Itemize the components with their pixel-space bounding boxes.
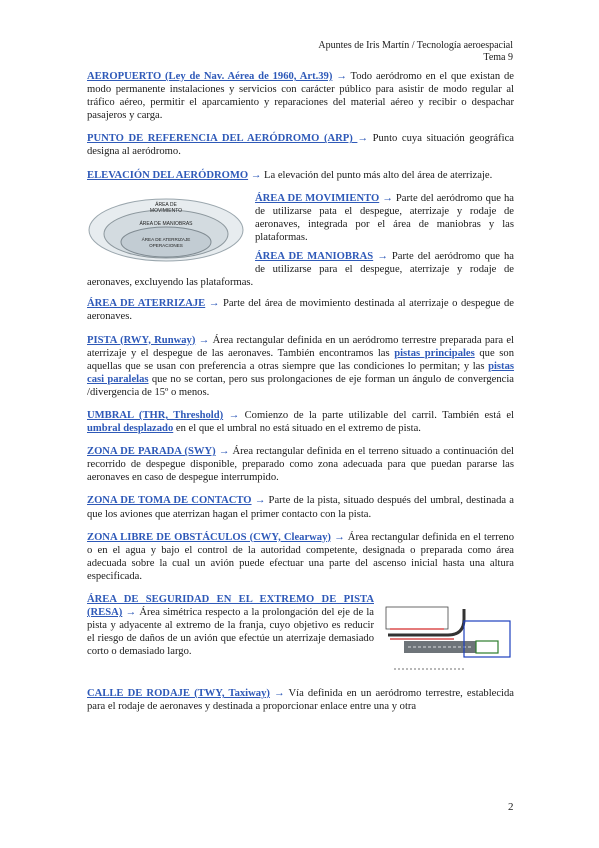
term-elevacion: ELEVACIÓN DEL AERÓDROMO (87, 169, 249, 181)
header-line-1: Apuntes de Iris Martín / Tecnología aeroespacial (318, 40, 513, 51)
diagram-label-movimiento-2: MOVIMIENTO (149, 207, 183, 214)
arrow-icon: → (336, 71, 347, 82)
runway-diagram (384, 599, 514, 677)
definition-umbral-1: Comienzo de la parte utilizable del carril. También está el (239, 409, 514, 421)
definition-pista-3: que no se cortan, pero sus prolongaciones de eje forman un ángulo de convergencia /divergencia de 15º o menos. (87, 373, 514, 398)
paragraph-area-aterrizaje (87, 297, 514, 323)
arrow-icon: → (334, 531, 345, 543)
paragraph-calle-rodaje (87, 687, 514, 713)
arrow-icon: → (274, 688, 285, 699)
term-umbral: UMBRAL (THR, Threshold) (87, 409, 224, 421)
arrow-icon: → (357, 133, 368, 145)
definition-area-movimiento: Parte del aeródromo que ha de utilizarse pata el despegue, aterrizaje y rodaje de aeronaves, integrada por el área de maniobras y las plataformas. (255, 192, 514, 243)
page-number: 2 (508, 801, 514, 813)
area-section (87, 192, 514, 290)
definition-resa: Área simétrica respecto a la prolongación del eje de la pista y adyacente al extremo de la franja, cuyo objetivo es reducir el riesgo de daños de un avión que efectúe un aterrizaje demasiado corto o demasiado largo. (87, 607, 374, 658)
paragraph-umbral (87, 409, 514, 435)
diagram-label-maniobras: ÁREA DE MANIOBRAS (139, 220, 193, 227)
area-nesting-diagram (87, 196, 245, 262)
diagram-label-movimiento-1: ÁREA DE (155, 201, 177, 208)
document-body (87, 70, 514, 723)
term-area-maniobras: ÁREA DE MANIOBRAS (255, 251, 374, 263)
definition-aeropuerto: Todo aeródromo en el que existan de modo permanente instalaciones y servicios con carácter público para asistir de modo regular al tráfico aéreo, permitir el aparcamiento y reparaciones del material aéreo y recibir o despachar pasajeros y carga. (87, 71, 515, 122)
diagram-ring-aterrizaje (121, 227, 211, 257)
link-pistas-casi-paralelas[interactable]: pistas casi paralelas (87, 360, 514, 385)
diagram-label-aterrizaje-2: OPERACIONES (149, 242, 183, 248)
link-umbral-desplazado[interactable]: umbral desplazado (87, 423, 174, 435)
arrow-icon: → (250, 169, 262, 181)
term-area-aterrizaje: ÁREA DE ATERRIZAJE (87, 298, 206, 310)
header-line-2: Tema 9 (483, 52, 513, 63)
arrow-icon: → (198, 334, 210, 346)
page-header (318, 40, 513, 64)
definition-zona-parada: Área rectangular definida en el terreno situado a continuación del recorrido de despegue disponible, preparado como zona adecuada para que puedan pararse las aeronaves en caso de despegue interrumpido. (87, 446, 514, 484)
arrow-icon: → (254, 495, 266, 507)
arrow-icon: → (382, 192, 393, 204)
diagram-label-aterrizaje-1: ÁREA DE ATERRIZAJE (141, 236, 191, 242)
term-arp: PUNTO DE REFERENCIA DEL AERÓDROMO (ARP) (87, 133, 358, 145)
link-pistas-principales[interactable]: pistas principales (394, 347, 475, 359)
paragraph-zona-parada (87, 445, 514, 484)
definition-calle-rodaje: Vía definida en un aeródromo terrestre, establecida para el rodaje de aeronaves y destinada a proporcionar enlace entre una y otra (87, 688, 514, 713)
term-area-movimiento: ÁREA DE MOVIMIENTO (255, 192, 380, 204)
arrow-icon: → (377, 251, 388, 263)
term-pista: PISTA (RWY, Runway) (87, 334, 196, 346)
definition-zona-toma: Parte de la pista, situado después del umbral, destinada a que los aviones que aterrizan hagan el primer contacto con la pista. (87, 495, 514, 520)
definition-pista-1: Área rectangular definida en un aeródromo terrestre preparada para el aterrizaje y el despegue de las aeronaves. También encontramos las (87, 334, 514, 359)
arrow-icon: → (208, 298, 220, 310)
definition-elevacion: La elevación del punto más alto del área de aterrizaje. (261, 169, 493, 181)
paragraph-elevacion (87, 169, 514, 182)
term-aeropuerto: AEROPUERTO (Ley de Nav. Aérea de 1960, Art.39) (87, 71, 333, 82)
arrow-icon: → (228, 409, 240, 421)
definition-pista-2: que son aquellas que se usan con preferencia a otras siempre que las condiciones lo permitan; y las (87, 347, 514, 372)
term-calle-rodaje: CALLE DE RODAJE (TWY, Taxiway) (87, 688, 270, 699)
definition-umbral-2: en el que el umbral no está situado en el extremo de pista. (173, 423, 421, 435)
term-resa: ÁREA DE SEGURIDAD EN EL EXTREMO DE PISTA (RESA) (87, 594, 374, 619)
paragraph-zona-toma (87, 494, 514, 520)
term-zona-libre: ZONA LIBRE DE OBSTÁCULOS (CWY, Clearway) (87, 531, 331, 543)
runway-diagram-bg (384, 599, 514, 677)
paragraph-pista (87, 334, 514, 399)
definition-area-aterrizaje: Parte del área de movimiento destinada al aterrizaje o despegue de aeronaves. (87, 298, 514, 323)
definition-zona-libre: Área rectangular definida en el terreno o en el agua y bajo el control de la autoridad competente, designada o preparada como área adecuada sobre la cual un avión puede efectuar una parte del ascenso inicial hasta una altura especificada. (87, 531, 515, 582)
term-zona-toma: ZONA DE TOMA DE CONTACTO (87, 495, 252, 507)
arrow-icon: → (218, 446, 230, 458)
term-zona-parada: ZONA DE PARADA (SWY) (87, 446, 216, 458)
arrow-icon: → (125, 607, 137, 619)
paragraph-zona-libre (87, 531, 514, 583)
definition-arp: Punto cuya situación geográfica designa al aeródromo. (87, 133, 515, 158)
paragraph-arp (87, 132, 514, 158)
resa-section (87, 593, 514, 681)
definition-area-maniobras: Parte del aeródromo que ha de utilizarse para el despegue, aterrizaje y rodaje de aeronaves, excluyendo las plataformas. (87, 251, 514, 289)
paragraph-aeropuerto (87, 70, 514, 122)
